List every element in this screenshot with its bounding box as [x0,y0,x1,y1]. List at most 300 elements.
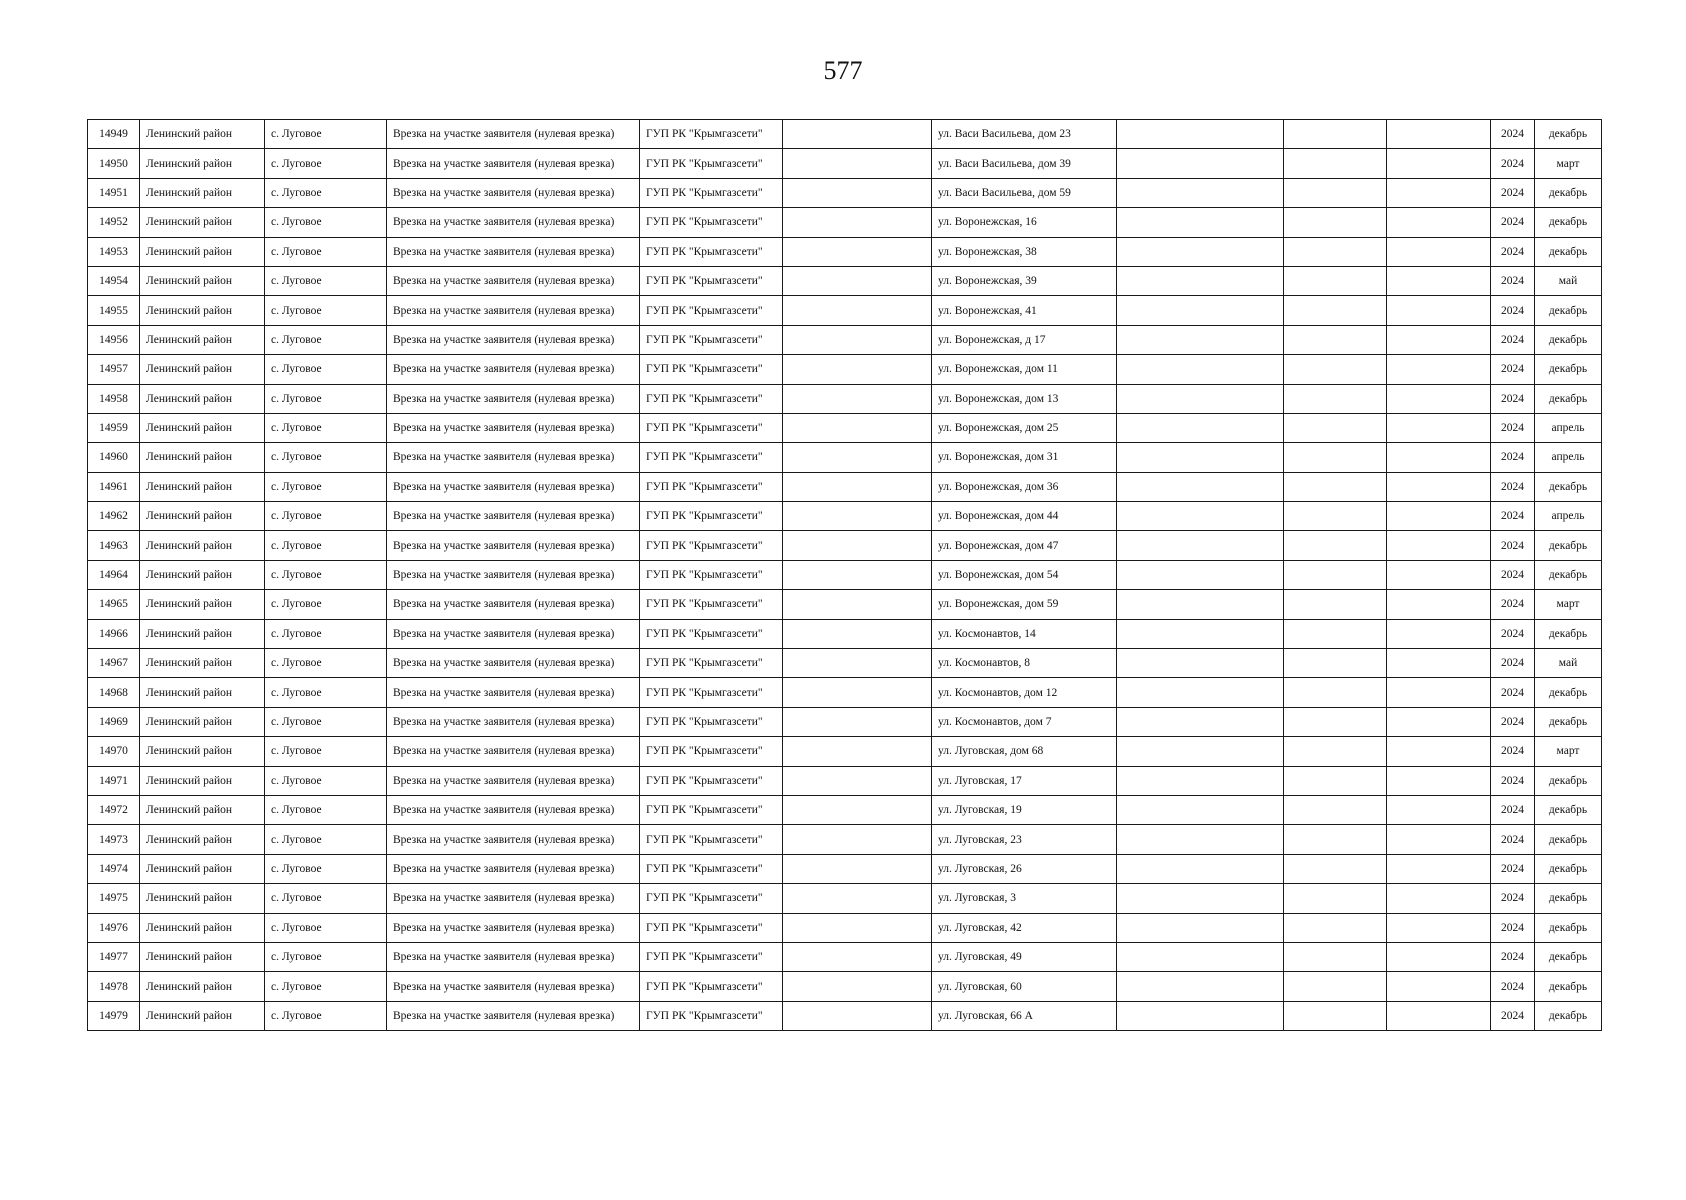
empty-cell [783,1001,932,1030]
row-number-cell: 14954 [88,266,140,295]
empty-cell [783,678,932,707]
empty-cell [1284,208,1387,237]
year-cell: 2024 [1491,443,1535,472]
work-type-cell: Врезка на участке заявителя (нулевая врезка) [387,502,640,531]
row-number-cell: 14967 [88,649,140,678]
table-row [88,913,1602,942]
empty-cell [1387,913,1491,942]
month-cell: декабрь [1535,237,1602,266]
empty-cell [1284,737,1387,766]
row-number-cell: 14971 [88,766,140,795]
address-cell: ул. Воронежская, дом 54 [932,560,1117,589]
empty-cell [1117,678,1284,707]
address-cell: ул. Космонавтов, 8 [932,649,1117,678]
empty-cell [1284,766,1387,795]
empty-cell [1387,325,1491,354]
village-cell: с. Луговое [265,413,387,442]
month-cell: декабрь [1535,296,1602,325]
empty-cell [1387,413,1491,442]
empty-cell [1117,120,1284,149]
address-cell: ул. Луговская, 60 [932,972,1117,1001]
address-cell: ул. Воронежская, дом 13 [932,384,1117,413]
empty-cell [783,913,932,942]
address-cell: ул. Космонавтов, дом 7 [932,707,1117,736]
empty-cell [783,884,932,913]
work-type-cell: Врезка на участке заявителя (нулевая врезка) [387,590,640,619]
work-type-cell: Врезка на участке заявителя (нулевая врезка) [387,149,640,178]
empty-cell [1284,619,1387,648]
district-cell: Ленинский район [140,854,265,883]
year-cell: 2024 [1491,560,1535,589]
year-cell: 2024 [1491,208,1535,237]
organization-cell: ГУП РК "Крымгазсети" [640,678,783,707]
village-cell: с. Луговое [265,531,387,560]
empty-cell [783,619,932,648]
organization-cell: ГУП РК "Крымгазсети" [640,795,783,824]
month-cell: декабрь [1535,355,1602,384]
empty-cell [1387,619,1491,648]
village-cell: с. Луговое [265,443,387,472]
organization-cell: ГУП РК "Крымгазсети" [640,384,783,413]
empty-cell [1387,795,1491,824]
gas-connection-table [87,119,1602,1031]
empty-cell [1284,413,1387,442]
organization-cell: ГУП РК "Крымгазсети" [640,737,783,766]
empty-cell [1387,942,1491,971]
month-cell: декабрь [1535,795,1602,824]
row-number-cell: 14956 [88,325,140,354]
work-type-cell: Врезка на участке заявителя (нулевая врезка) [387,120,640,149]
organization-cell: ГУП РК "Крымгазсети" [640,531,783,560]
village-cell: с. Луговое [265,266,387,295]
empty-cell [1117,384,1284,413]
village-cell: с. Луговое [265,208,387,237]
village-cell: с. Луговое [265,384,387,413]
address-cell: ул. Васи Васильева, дом 39 [932,149,1117,178]
year-cell: 2024 [1491,296,1535,325]
work-type-cell: Врезка на участке заявителя (нулевая врезка) [387,443,640,472]
address-cell: ул. Луговская, дом 68 [932,737,1117,766]
month-cell: декабрь [1535,384,1602,413]
district-cell: Ленинский район [140,678,265,707]
row-number-cell: 14965 [88,590,140,619]
address-cell: ул. Воронежская, 41 [932,296,1117,325]
empty-cell [1117,208,1284,237]
empty-cell [1284,942,1387,971]
row-number-cell: 14951 [88,178,140,207]
village-cell: с. Луговое [265,120,387,149]
empty-cell [1387,590,1491,619]
empty-cell [783,972,932,1001]
address-cell: ул. Воронежская, дом 25 [932,413,1117,442]
table-row [88,237,1602,266]
empty-cell [783,413,932,442]
table-row [88,560,1602,589]
empty-cell [1284,678,1387,707]
empty-cell [1117,443,1284,472]
district-cell: Ленинский район [140,913,265,942]
empty-cell [783,531,932,560]
empty-cell [1284,854,1387,883]
month-cell: март [1535,149,1602,178]
organization-cell: ГУП РК "Крымгазсети" [640,766,783,795]
address-cell: ул. Луговская, 26 [932,854,1117,883]
empty-cell [1117,590,1284,619]
empty-cell [1117,707,1284,736]
organization-cell: ГУП РК "Крымгазсети" [640,120,783,149]
empty-cell [783,120,932,149]
row-number-cell: 14968 [88,678,140,707]
year-cell: 2024 [1491,942,1535,971]
address-cell: ул. Луговская, 17 [932,766,1117,795]
district-cell: Ленинский район [140,884,265,913]
empty-cell [1387,443,1491,472]
empty-cell [1117,825,1284,854]
empty-cell [1117,149,1284,178]
work-type-cell: Врезка на участке заявителя (нулевая врезка) [387,795,640,824]
village-cell: с. Луговое [265,766,387,795]
empty-cell [1387,678,1491,707]
year-cell: 2024 [1491,531,1535,560]
empty-cell [783,325,932,354]
village-cell: с. Луговое [265,325,387,354]
row-number-cell: 14974 [88,854,140,883]
address-cell: ул. Космонавтов, 14 [932,619,1117,648]
empty-cell [1284,795,1387,824]
village-cell: с. Луговое [265,355,387,384]
year-cell: 2024 [1491,120,1535,149]
year-cell: 2024 [1491,825,1535,854]
month-cell: декабрь [1535,531,1602,560]
district-cell: Ленинский район [140,825,265,854]
empty-cell [783,590,932,619]
empty-cell [1387,237,1491,266]
address-cell: ул. Луговская, 49 [932,942,1117,971]
address-cell: ул. Воронежская, дом 36 [932,472,1117,501]
empty-cell [783,355,932,384]
month-cell: декабрь [1535,825,1602,854]
work-type-cell: Врезка на участке заявителя (нулевая врезка) [387,972,640,1001]
table-row [88,178,1602,207]
district-cell: Ленинский район [140,472,265,501]
empty-cell [1387,1001,1491,1030]
year-cell: 2024 [1491,355,1535,384]
row-number-cell: 14960 [88,443,140,472]
table-row [88,795,1602,824]
organization-cell: ГУП РК "Крымгазсети" [640,502,783,531]
district-cell: Ленинский район [140,795,265,824]
organization-cell: ГУП РК "Крымгазсети" [640,266,783,295]
organization-cell: ГУП РК "Крымгазсети" [640,590,783,619]
empty-cell [1284,149,1387,178]
empty-cell [1284,972,1387,1001]
district-cell: Ленинский район [140,266,265,295]
row-number-cell: 14973 [88,825,140,854]
village-cell: с. Луговое [265,178,387,207]
empty-cell [1117,854,1284,883]
work-type-cell: Врезка на участке заявителя (нулевая врезка) [387,296,640,325]
month-cell: декабрь [1535,707,1602,736]
district-cell: Ленинский район [140,178,265,207]
empty-cell [1284,884,1387,913]
row-number-cell: 14952 [88,208,140,237]
row-number-cell: 14957 [88,355,140,384]
empty-cell [1117,266,1284,295]
work-type-cell: Врезка на участке заявителя (нулевая врезка) [387,472,640,501]
empty-cell [1284,560,1387,589]
row-number-cell: 14978 [88,972,140,1001]
work-type-cell: Врезка на участке заявителя (нулевая врезка) [387,649,640,678]
work-type-cell: Врезка на участке заявителя (нулевая врезка) [387,355,640,384]
table-row [88,678,1602,707]
empty-cell [1117,237,1284,266]
table-row [88,942,1602,971]
empty-cell [1387,825,1491,854]
row-number-cell: 14975 [88,884,140,913]
table-row [88,590,1602,619]
address-cell: ул. Воронежская, дом 44 [932,502,1117,531]
organization-cell: ГУП РК "Крымгазсети" [640,560,783,589]
table-row [88,619,1602,648]
organization-cell: ГУП РК "Крымгазсети" [640,913,783,942]
empty-cell [1117,472,1284,501]
work-type-cell: Врезка на участке заявителя (нулевая врезка) [387,266,640,295]
year-cell: 2024 [1491,649,1535,678]
empty-cell [1117,884,1284,913]
district-cell: Ленинский район [140,355,265,384]
village-cell: с. Луговое [265,884,387,913]
work-type-cell: Врезка на участке заявителя (нулевая врезка) [387,942,640,971]
village-cell: с. Луговое [265,795,387,824]
empty-cell [1387,972,1491,1001]
village-cell: с. Луговое [265,149,387,178]
month-cell: декабрь [1535,884,1602,913]
table-row [88,825,1602,854]
table-row [88,149,1602,178]
year-cell: 2024 [1491,325,1535,354]
empty-cell [1117,1001,1284,1030]
table-row [88,884,1602,913]
year-cell: 2024 [1491,972,1535,1001]
address-cell: ул. Васи Васильева, дом 59 [932,178,1117,207]
empty-cell [1284,355,1387,384]
empty-cell [783,942,932,971]
empty-cell [1284,590,1387,619]
month-cell: май [1535,266,1602,295]
empty-cell [783,560,932,589]
work-type-cell: Врезка на участке заявителя (нулевая врезка) [387,560,640,589]
work-type-cell: Врезка на участке заявителя (нулевая врезка) [387,913,640,942]
table-row [88,531,1602,560]
organization-cell: ГУП РК "Крымгазсети" [640,942,783,971]
address-cell: ул. Воронежская, 16 [932,208,1117,237]
village-cell: с. Луговое [265,649,387,678]
year-cell: 2024 [1491,884,1535,913]
empty-cell [1387,560,1491,589]
year-cell: 2024 [1491,766,1535,795]
empty-cell [1387,707,1491,736]
organization-cell: ГУП РК "Крымгазсети" [640,619,783,648]
address-cell: ул. Воронежская, дом 59 [932,590,1117,619]
empty-cell [1117,766,1284,795]
month-cell: март [1535,590,1602,619]
village-cell: с. Луговое [265,678,387,707]
month-cell: декабрь [1535,120,1602,149]
district-cell: Ленинский район [140,502,265,531]
address-cell: ул. Воронежская, дом 11 [932,355,1117,384]
address-cell: ул. Космонавтов, дом 12 [932,678,1117,707]
year-cell: 2024 [1491,737,1535,766]
empty-cell [783,825,932,854]
table-row [88,766,1602,795]
organization-cell: ГУП РК "Крымгазсети" [640,149,783,178]
empty-cell [1117,325,1284,354]
month-cell: декабрь [1535,678,1602,707]
empty-cell [1387,384,1491,413]
year-cell: 2024 [1491,913,1535,942]
table-row [88,443,1602,472]
row-number-cell: 14979 [88,1001,140,1030]
year-cell: 2024 [1491,413,1535,442]
district-cell: Ленинский район [140,1001,265,1030]
table-row [88,355,1602,384]
village-cell: с. Луговое [265,1001,387,1030]
empty-cell [1284,266,1387,295]
year-cell: 2024 [1491,1001,1535,1030]
row-number-cell: 14950 [88,149,140,178]
empty-cell [1117,942,1284,971]
organization-cell: ГУП РК "Крымгазсети" [640,413,783,442]
work-type-cell: Врезка на участке заявителя (нулевая врезка) [387,884,640,913]
year-cell: 2024 [1491,266,1535,295]
year-cell: 2024 [1491,854,1535,883]
empty-cell [1387,766,1491,795]
address-cell: ул. Луговская, 23 [932,825,1117,854]
row-number-cell: 14966 [88,619,140,648]
year-cell: 2024 [1491,502,1535,531]
year-cell: 2024 [1491,795,1535,824]
village-cell: с. Луговое [265,942,387,971]
organization-cell: ГУП РК "Крымгазсети" [640,825,783,854]
address-cell: ул. Воронежская, дом 47 [932,531,1117,560]
district-cell: Ленинский район [140,649,265,678]
month-cell: декабрь [1535,766,1602,795]
empty-cell [783,296,932,325]
village-cell: с. Луговое [265,619,387,648]
work-type-cell: Врезка на участке заявителя (нулевая врезка) [387,707,640,736]
empty-cell [1117,178,1284,207]
empty-cell [783,266,932,295]
empty-cell [1387,884,1491,913]
village-cell: с. Луговое [265,737,387,766]
village-cell: с. Луговое [265,825,387,854]
empty-cell [1387,208,1491,237]
empty-cell [1387,178,1491,207]
work-type-cell: Врезка на участке заявителя (нулевая врезка) [387,413,640,442]
row-number-cell: 14969 [88,707,140,736]
empty-cell [1284,1001,1387,1030]
row-number-cell: 14961 [88,472,140,501]
row-number-cell: 14962 [88,502,140,531]
row-number-cell: 14963 [88,531,140,560]
organization-cell: ГУП РК "Крымгазсети" [640,355,783,384]
empty-cell [1387,649,1491,678]
district-cell: Ленинский район [140,120,265,149]
page-number: 577 [823,56,863,85]
work-type-cell: Врезка на участке заявителя (нулевая врезка) [387,678,640,707]
table-body [88,120,1602,1031]
empty-cell [783,707,932,736]
empty-cell [1284,237,1387,266]
empty-cell [783,472,932,501]
address-cell: ул. Васи Васильева, дом 23 [932,120,1117,149]
empty-cell [1284,296,1387,325]
empty-cell [1284,502,1387,531]
organization-cell: ГУП РК "Крымгазсети" [640,325,783,354]
empty-cell [1284,707,1387,736]
year-cell: 2024 [1491,237,1535,266]
table-row [88,472,1602,501]
row-number-cell: 14959 [88,413,140,442]
month-cell: декабрь [1535,972,1602,1001]
district-cell: Ленинский район [140,942,265,971]
row-number-cell: 14976 [88,913,140,942]
work-type-cell: Врезка на участке заявителя (нулевая врезка) [387,237,640,266]
organization-cell: ГУП РК "Крымгазсети" [640,208,783,237]
work-type-cell: Врезка на участке заявителя (нулевая врезка) [387,854,640,883]
village-cell: с. Луговое [265,590,387,619]
month-cell: март [1535,737,1602,766]
work-type-cell: Врезка на участке заявителя (нулевая врезка) [387,825,640,854]
month-cell: декабрь [1535,854,1602,883]
table-row [88,413,1602,442]
year-cell: 2024 [1491,619,1535,648]
table-row [88,325,1602,354]
empty-cell [1284,325,1387,354]
table-row [88,707,1602,736]
month-cell: май [1535,649,1602,678]
empty-cell [1387,355,1491,384]
empty-cell [1117,913,1284,942]
table-row [88,502,1602,531]
district-cell: Ленинский район [140,237,265,266]
empty-cell [1387,737,1491,766]
district-cell: Ленинский район [140,707,265,736]
empty-cell [1117,413,1284,442]
empty-cell [1387,149,1491,178]
district-cell: Ленинский район [140,325,265,354]
organization-cell: ГУП РК "Крымгазсети" [640,972,783,1001]
empty-cell [783,149,932,178]
empty-cell [1117,531,1284,560]
year-cell: 2024 [1491,590,1535,619]
empty-cell [1387,296,1491,325]
table-row [88,854,1602,883]
empty-cell [1117,795,1284,824]
work-type-cell: Врезка на участке заявителя (нулевая врезка) [387,1001,640,1030]
address-cell: ул. Луговская, 3 [932,884,1117,913]
district-cell: Ленинский район [140,149,265,178]
village-cell: с. Луговое [265,502,387,531]
district-cell: Ленинский район [140,384,265,413]
village-cell: с. Луговое [265,296,387,325]
empty-cell [1284,825,1387,854]
empty-cell [783,384,932,413]
address-cell: ул. Луговская, 66 А [932,1001,1117,1030]
table-row [88,649,1602,678]
year-cell: 2024 [1491,178,1535,207]
empty-cell [783,649,932,678]
